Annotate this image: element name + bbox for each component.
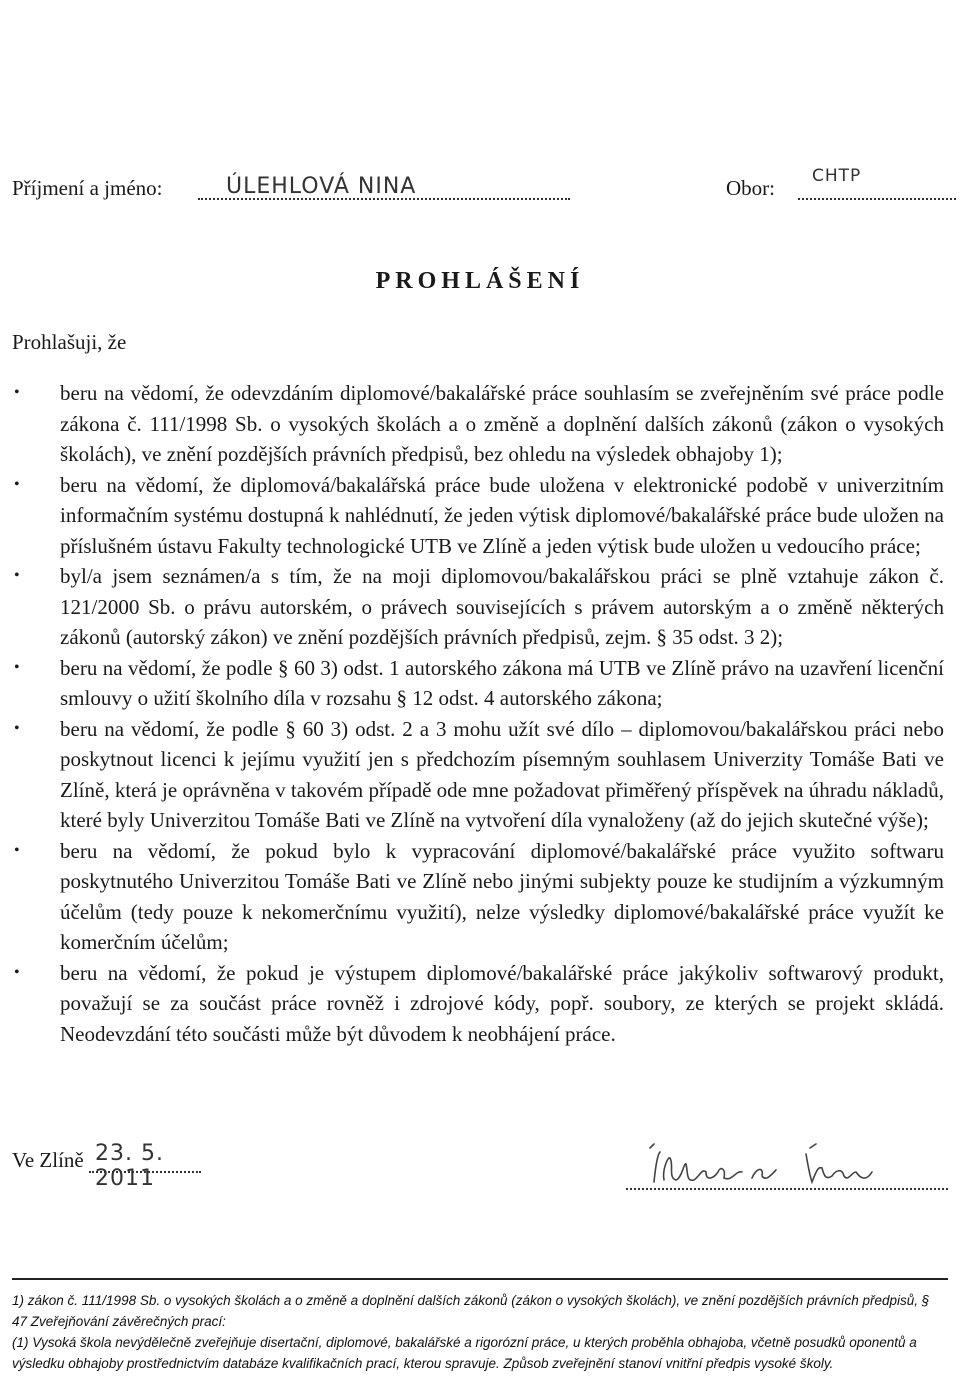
list-item: • beru na vědomí, že pokud bylo k vypracování diplomové/bakalářské práce využito softwaru poskytnutého Univerzitou Tomáše Bati ve Zlíně nebo jinými subjekty pouze ke studijním a výzkumným účelům (tedy pouze k nekomerčnímu využití), nelze výsledky diplomové/bakalářské práce využít ke komerčním účelům; xyxy=(12,836,944,958)
header-line xyxy=(12,166,952,210)
page-title: PROHLÁŠENÍ xyxy=(375,268,585,294)
date-line xyxy=(12,1141,201,1191)
name-label: Příjmení a jméno: xyxy=(12,176,163,200)
place-label: Ve Zlíně xyxy=(12,1148,84,1172)
date-handwritten: 23. 5. 2011 xyxy=(94,1141,164,1191)
date-dotted-line xyxy=(89,1141,201,1191)
list-item: • beru na vědomí, že odevzdáním diplomové/bakalářské práce souhlasím se zveřejněním své práce podle zákona č. 111/1998 Sb. o vysokých školách a o změně a doplnění dalších zákonů (zákon o vysokých školách), ve znění pozdějších právních předpisů, bez ohledu na výsledek obhajoby 1); xyxy=(12,378,944,470)
declaration-list xyxy=(12,378,944,1049)
list-item: • byl/a jsem seznámen/a s tím, že na moji diplomovou/bakalářskou práci se plně vztahuje zákon č. 121/2000 Sb. o právu autorském, o právech souvisejících s právem autorským a o změně některých zákonů (autorský zákon) ve znění pozdějších právních předpisů, zejm. § 35 odst. 3 2); xyxy=(12,561,944,653)
intro-text: Prohlašuji, že xyxy=(12,330,127,354)
field-label: Obor: xyxy=(726,176,775,200)
signature-image xyxy=(640,1142,940,1200)
list-item: • beru na vědomí, že pokud je výstupem diplomové/bakalářské práce jakýkoliv softwarový produkt, považují se za součást práce rovněž i zdrojové kódy, popř. soubory, ze kterých se projekt skládá. Neodevzdání této součásti může být důvodem k neobhájení práce. xyxy=(12,958,944,1050)
footnote: 1) zákon č. 111/1998 Sb. o vysokých školách a o změně a doplnění dalších zákonů (zákon o vysokých školách), ve znění pozdějších právních předpisů, § 47 Zveřejňování závěrečných prací: xyxy=(12,1293,930,1329)
footnote-divider xyxy=(12,1278,948,1280)
name-handwritten: ÚLEHLOVÁ NINA xyxy=(226,174,417,199)
list-item: • beru na vědomí, že podle § 60 3) odst. 2 a 3 mohu užít své dílo – diplomovou/bakalářskou práci nebo poskytnout licenci k jejímu využití jen s předchozím písemným souhlasem Univerzity Tomáše Bati ve Zlíně, která je oprávněna v takovém případě ode mne požadovat přiměřený příspěvek na úhradu nákladů, které byly Univerzitou Tomáše Bati ve Zlíně na vytvoření díla vynaloženy (až do jejich skutečné výše); xyxy=(12,714,944,836)
list-item: • beru na vědomí, že podle § 60 3) odst. 1 autorského zákona má UTB ve Zlíně právo na uzavření licenční smlouvy o užití školního díla v rozsahu § 12 odst. 4 autorského zákona; xyxy=(12,653,944,714)
signature-dotted-line xyxy=(626,1188,948,1190)
field-handwritten: CHTP xyxy=(812,166,862,186)
list-item: • beru na vědomí, že diplomová/bakalářská práce bude uložena v elektronické podobě v univerzitním informačním systému dostupná k nahlédnutí, že jeden výtisk diplomové/bakalářské práce bude uložen na příslušném ústavu Fakulty technologické UTB ve Zlíně a jeden výtisk bude uložen u vedoucího práce; xyxy=(12,470,944,562)
footnote: (1) Vysoká škola nevýdělečně zveřejňuje disertační, diplomové, bakalářské a rigorózní práce, u kterých proběhla obhajoba, včetně posudků oponentů a výsledku obhajoby prostřednictvím databáze kvalifikačních prací, kterou spravuje. Způsob zveřejnění stanoví vnitřní předpis vysoké školy. xyxy=(12,1335,917,1371)
footnotes xyxy=(12,1290,948,1374)
